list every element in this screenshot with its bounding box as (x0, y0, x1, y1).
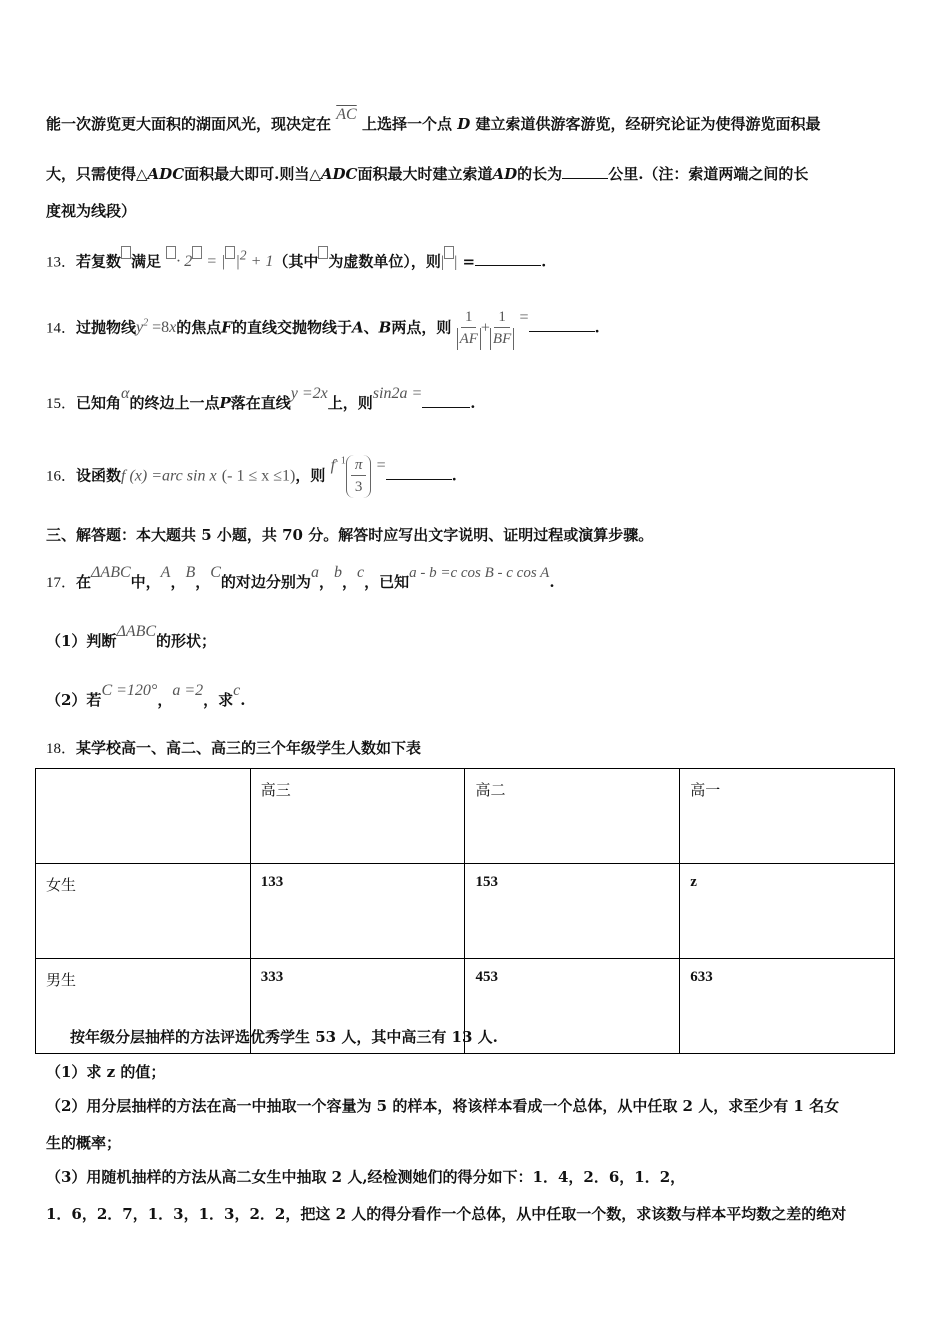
answer-blank (422, 393, 470, 408)
fraction-af: $\frac{1}{AF}$ (457, 307, 481, 350)
missing-glyph-icon (444, 246, 454, 259)
answer-blank (529, 317, 595, 332)
row-label: 女生 (36, 864, 251, 959)
pi-over-3: $\frac{\pi}{3}$ (346, 455, 372, 498)
missing-glyph-icon (318, 246, 328, 259)
row-label: 男生 (36, 959, 251, 1054)
q12-line-3: 度视为线段） (46, 202, 137, 220)
q13-equation: · 2 = | $|^2 + 1$ (166, 253, 273, 270)
question-15: 15．已知角α的终边上一点P落在直线y =2x上，则sin2a =. (46, 385, 476, 412)
answer-blank (562, 164, 608, 179)
question-16: 16．设函数f (x) =arc sin x (- 1 ≤ x ≤1)，则 $f^{- 1}$ $\frac{\pi}{3}$ =. (46, 446, 457, 502)
table-cell: 453 (465, 959, 680, 1054)
question-18: 18．某学校高一、高二、高三的三个年级学生人数如下表 (46, 739, 422, 757)
missing-glyph-icon (192, 246, 202, 259)
q18-part-3-cont: 1．6，2．7，1．3，1．3，2．2，把这 2 人的得分看作一个总体，从中任取一个数，求该数与样本平均数之差的绝对 (46, 1205, 847, 1223)
table-header-row (36, 769, 895, 864)
table-cell: 633 (680, 959, 895, 1054)
q12-line-2: 大，只需使得△ADC面积最大即可.则当△ADC面积最大时建立索道AD的长为 公里.（注：索道两端之间的长 (46, 165, 809, 183)
missing-glyph-icon (225, 246, 235, 259)
table-header-cell: 高二 (465, 769, 680, 864)
inverse-f: $f^{- 1}$ (330, 456, 346, 475)
section-3-heading: 三、解答题：本大题共 5 小题，共 70 分。解答时应写出文字说明、证明过程或演算步骤。 (46, 526, 654, 544)
table-header-cell: 高三 (250, 769, 465, 864)
table-cell: z (680, 864, 895, 959)
arc-ac: $\overline{AC}$ (336, 106, 357, 123)
table-cell: 133 (250, 864, 465, 959)
q18-part-2-cont: 生的概率； (46, 1134, 122, 1152)
table-cell: 333 (250, 959, 465, 1054)
table-row (36, 864, 895, 959)
student-count-table (35, 768, 895, 1054)
question-17-part-1: （1）判断ΔABC的形状； (46, 623, 217, 650)
question-13: 13．若复数 满足 · 2 = | $|^2 + 1$（其中 为虚数单位），则| | = . (46, 248, 547, 271)
question-17-part-2: （2）若C =120°，a =2，求c. (46, 682, 246, 709)
parabola: $y^2 =8x$ (136, 318, 177, 337)
answer-blank (386, 465, 452, 480)
table-cell: 153 (465, 864, 680, 959)
table-header-cell: 高一 (680, 769, 895, 864)
question-17: 17．在ΔABC中，A，B，C的对边分别为a，b，c，已知a - b =c cos B - c cos A. (46, 564, 555, 591)
q12-line-1: 能一次游览更大面积的湖面风光，现决定在 $\overline{AC}$ 上选择一个点 D 建立索道供游客游览，经研究论证为使得游览面积最 (46, 106, 821, 133)
missing-glyph-icon (121, 246, 131, 259)
q18-part-1: （1）求 z 的值； (46, 1063, 166, 1081)
fraction-bf: $\frac{1}{BF}$ (490, 307, 514, 350)
question-14: 14．过抛物线$y^2 =8x$的焦点F的直线交抛物线于A、B两点，则 $\frac{1}{AF}$ + $\frac{1}{BF}$ =. (46, 300, 600, 352)
q18-part-3: （3）用随机抽样的方法从高二女生中抽取 2 人,经检测她们的得分如下：1．4，2．6，1．2， (46, 1168, 686, 1186)
q18-part-2: （2）用分层抽样的方法在高一中抽取一个容量为 5 的样本，将该样本看成一个总体，从中任取 2 人，求至少有 1 名女 (46, 1097, 840, 1115)
q18-after-table: 按年级分层抽样的方法评选优秀学生 53 人，其中高三有 13 人. (70, 1028, 498, 1046)
missing-glyph-icon (166, 246, 176, 259)
table-header-cell (36, 769, 251, 864)
answer-blank (475, 251, 541, 266)
